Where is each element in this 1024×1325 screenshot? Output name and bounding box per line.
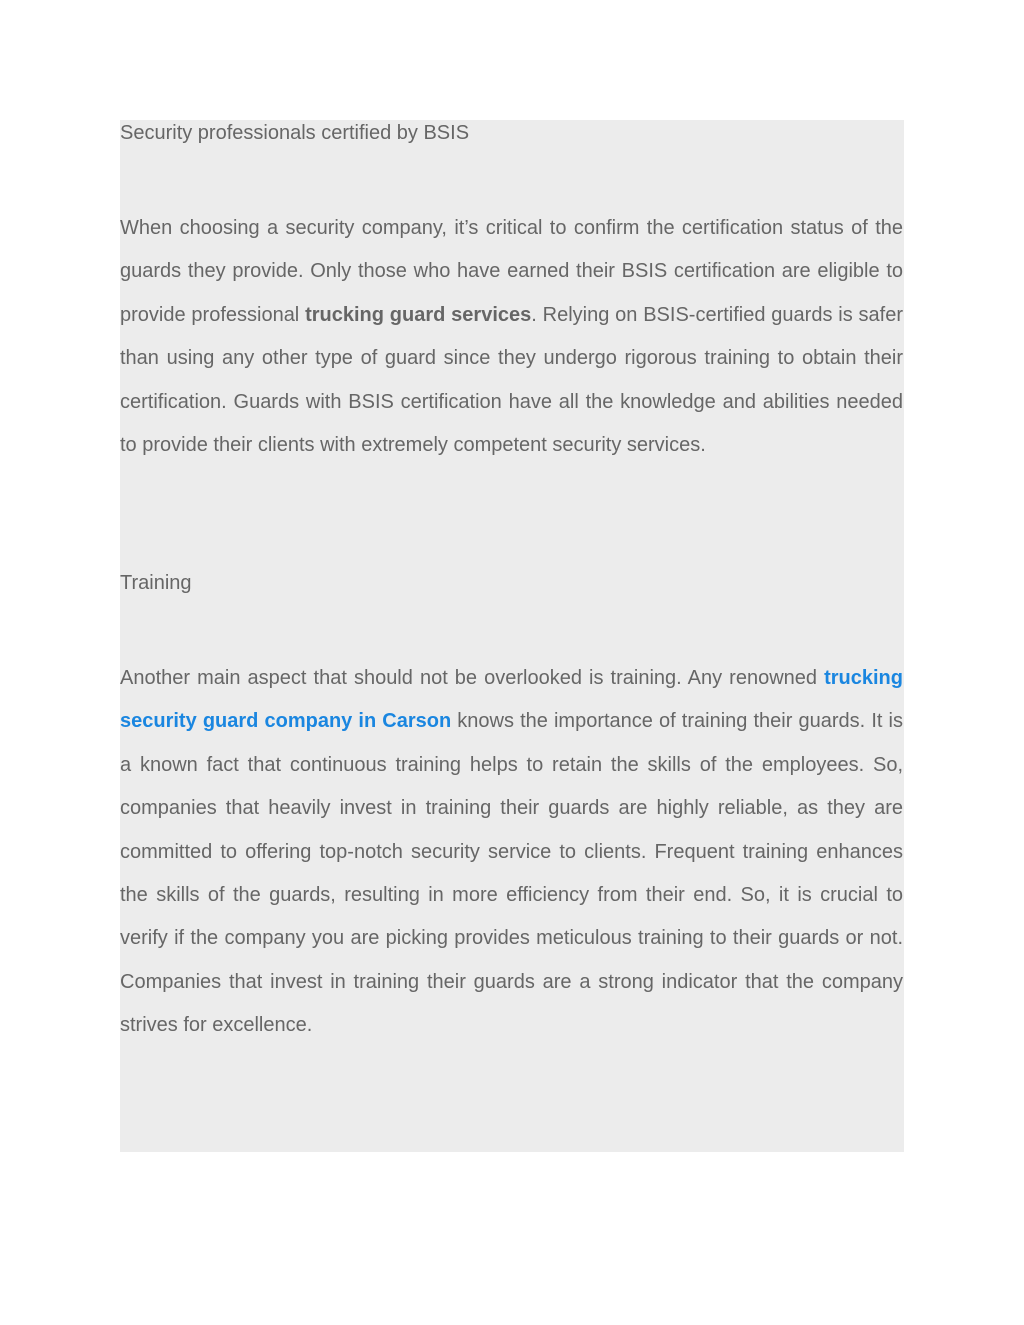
section-heading-bsis: Security professionals certified by BSIS	[120, 122, 470, 144]
bold-phrase: trucking guard services	[305, 303, 532, 326]
trucking-security-link[interactable]: trucking security guard company in Carson	[120, 667, 903, 733]
paragraph-training	[120, 657, 903, 1048]
section-heading-training: Training	[120, 572, 192, 594]
paragraph-text: When choosing a security company, it’s critical to confirm the certification status of the guards they provide. Only those who have earned their BSIS certification are eligible to provide professional	[120, 217, 903, 326]
paragraph-text: Another main aspect that should not be overlooked is training. Any renowned	[120, 667, 825, 689]
paragraph-text: . Relying on BSIS-certified guards is safer than using any other type of guard since they undergo rigorous training to obtain their certification. Guards with BSIS certification have all the knowledge and abilities needed to provide their clients with extremely competent security services.	[120, 303, 903, 457]
paragraph-bsis-certification	[120, 207, 903, 467]
paragraph-text: knows the importance of training their guards. It is a known fact that continuous training helps to retain the skills of the employees. So, companies that heavily invest in training their guards are highly reliable, as they are committed to offering top-notch security service to clients. Frequent training enhances the skills of the guards, resulting in more efficiency from their end. So, it is crucial to verify if the company you are picking provides meticulous training to their guards or not. Companies that invest in training their guards are a strong indicator that the company strives for excellence.	[120, 710, 903, 1037]
